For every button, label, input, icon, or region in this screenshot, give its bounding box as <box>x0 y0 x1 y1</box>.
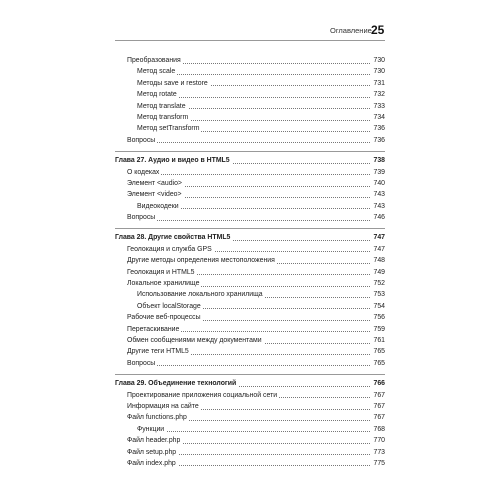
toc-entry-title: Глава 27. Аудио и видео в HTML5 <box>115 155 232 166</box>
toc-entry-title: Перетаскивание <box>127 324 181 335</box>
toc-entry-title: Геолокация и служба GPS <box>127 244 214 255</box>
toc-entry-page: 767 <box>371 401 385 412</box>
toc-entry-page: 749 <box>371 267 385 278</box>
toc-entry[interactable] <box>115 244 385 255</box>
toc-entry-title: Преобразования <box>127 55 183 66</box>
toc-entry-page: 759 <box>371 324 385 335</box>
page-header <box>0 0 500 40</box>
toc-entry-title: Функции <box>137 424 166 435</box>
toc-entry[interactable] <box>115 301 385 312</box>
toc-entry-page: 756 <box>371 312 385 323</box>
toc-entry-page: 752 <box>371 278 385 289</box>
dot-leader <box>137 431 372 432</box>
toc-entry-title: Вопросы <box>127 212 157 223</box>
toc-entry[interactable] <box>115 267 385 278</box>
toc-entry-page: 768 <box>371 424 385 435</box>
toc-entry[interactable] <box>115 289 385 300</box>
toc-entry-page: 766 <box>371 378 385 389</box>
toc-entry[interactable] <box>115 324 385 335</box>
toc-entry[interactable] <box>115 123 385 134</box>
toc-entry[interactable] <box>115 78 385 89</box>
header-rule <box>115 40 385 41</box>
toc-entry-page: 731 <box>371 78 385 89</box>
toc-entry[interactable] <box>115 189 385 200</box>
toc-entry-page: 733 <box>371 101 385 112</box>
toc-entry-title: Другие теги HTML5 <box>127 346 191 357</box>
chapter-separator-rule <box>115 374 385 375</box>
toc-entry[interactable] <box>115 435 385 446</box>
toc-entry-page: 736 <box>371 123 385 134</box>
chapter-separator-rule <box>115 151 385 152</box>
toc-entry-page: 775 <box>371 458 385 469</box>
toc-entry-title: Метод rotate <box>137 89 179 100</box>
dot-leader <box>127 174 372 175</box>
toc-entry-title: Другие методы определения местоположения <box>127 255 277 266</box>
toc-entry-title: Локальное хранилище <box>127 278 201 289</box>
table-of-contents <box>115 55 385 469</box>
toc-entry[interactable] <box>115 278 385 289</box>
toc-entry-title: Файл header.php <box>127 435 182 446</box>
toc-entry-page: 730 <box>371 66 385 77</box>
toc-entry-title: Использование локального хранилища <box>137 289 265 300</box>
toc-entry-page: 767 <box>371 390 385 401</box>
toc-entry-title: Файл functions.php <box>127 412 189 423</box>
toc-entry[interactable] <box>115 312 385 323</box>
toc-entry-title: Файл setup.php <box>127 447 178 458</box>
toc-entry-title: Методы save и restore <box>137 78 210 89</box>
toc-entry-title: Видеокодеки <box>137 201 181 212</box>
toc-entry-title: Глава 28. Другие свойства HTML5 <box>115 232 232 243</box>
toc-entry-page: 761 <box>371 335 385 346</box>
toc-entry[interactable] <box>115 412 385 423</box>
toc-entry-page: 765 <box>371 358 385 369</box>
dot-leader <box>127 365 372 366</box>
toc-entry[interactable] <box>115 178 385 189</box>
toc-entry[interactable] <box>115 101 385 112</box>
toc-entry-page: 746 <box>371 212 385 223</box>
toc-entry[interactable] <box>115 255 385 266</box>
toc-entry-page: 748 <box>371 255 385 266</box>
toc-entry-page: 754 <box>371 301 385 312</box>
toc-entry-title: Метод setTransform <box>137 123 201 134</box>
toc-entry-page: 765 <box>371 346 385 357</box>
page-number: 25 <box>371 23 385 37</box>
toc-entry-title: Элемент <video> <box>127 189 184 200</box>
toc-entry-title: Глава 29. Объединение технологий <box>115 378 238 389</box>
toc-entry-title: Метод translate <box>137 101 188 112</box>
toc-entry[interactable] <box>115 447 385 458</box>
toc-entry[interactable] <box>115 424 385 435</box>
toc-entry[interactable] <box>115 335 385 346</box>
toc-entry-title: Информация на сайте <box>127 401 201 412</box>
toc-entry-title: Обмен сообщениями между документами <box>127 335 264 346</box>
toc-entry-title: О кодеках <box>127 167 161 178</box>
toc-entry[interactable] <box>115 66 385 77</box>
toc-entry-page: 773 <box>371 447 385 458</box>
toc-entry-title: Метод transform <box>137 112 190 123</box>
toc-entry-page: 747 <box>371 232 385 243</box>
toc-chapter-heading[interactable] <box>115 378 385 389</box>
toc-entry-title: Геолокация и HTML5 <box>127 267 197 278</box>
toc-entry-page: 767 <box>371 412 385 423</box>
toc-chapter-heading[interactable] <box>115 155 385 166</box>
chapter-separator-rule <box>115 228 385 229</box>
toc-entry-title: Элемент <audio> <box>127 178 184 189</box>
toc-entry[interactable] <box>115 458 385 469</box>
toc-entry-page: 743 <box>371 201 385 212</box>
toc-entry[interactable] <box>115 112 385 123</box>
toc-entry[interactable] <box>115 55 385 66</box>
toc-entry-page: 736 <box>371 135 385 146</box>
toc-entry-title: Объект localStorage <box>137 301 203 312</box>
toc-entry[interactable] <box>115 89 385 100</box>
toc-entry-title: Метод scale <box>137 66 177 77</box>
toc-entry[interactable] <box>115 212 385 223</box>
toc-entry-title: Вопросы <box>127 135 157 146</box>
toc-entry-page: 739 <box>371 167 385 178</box>
running-header-label: Оглавление <box>330 26 372 35</box>
toc-entry[interactable] <box>115 167 385 178</box>
toc-entry-title: Проектирование приложения социальной сети <box>127 390 279 401</box>
toc-entry-page: 740 <box>371 178 385 189</box>
toc-entry[interactable] <box>115 390 385 401</box>
toc-entry-title: Файл index.php <box>127 458 178 469</box>
toc-entry-title: Вопросы <box>127 358 157 369</box>
toc-entry-page: 732 <box>371 89 385 100</box>
toc-entry-page: 753 <box>371 289 385 300</box>
toc-entry-page: 730 <box>371 55 385 66</box>
toc-chapter-heading[interactable] <box>115 232 385 243</box>
toc-entry-page: 770 <box>371 435 385 446</box>
toc-entry-page: 738 <box>371 155 385 166</box>
toc-entry[interactable] <box>115 346 385 357</box>
toc-entry[interactable] <box>115 135 385 146</box>
toc-entry-page: 743 <box>371 189 385 200</box>
toc-entry[interactable] <box>115 401 385 412</box>
dot-leader <box>127 220 372 221</box>
toc-entry-page: 734 <box>371 112 385 123</box>
toc-entry-page: 747 <box>371 244 385 255</box>
toc-entry[interactable] <box>115 358 385 369</box>
dot-leader <box>127 142 372 143</box>
toc-entry[interactable] <box>115 201 385 212</box>
toc-entry-title: Рабочие веб-процессы <box>127 312 203 323</box>
